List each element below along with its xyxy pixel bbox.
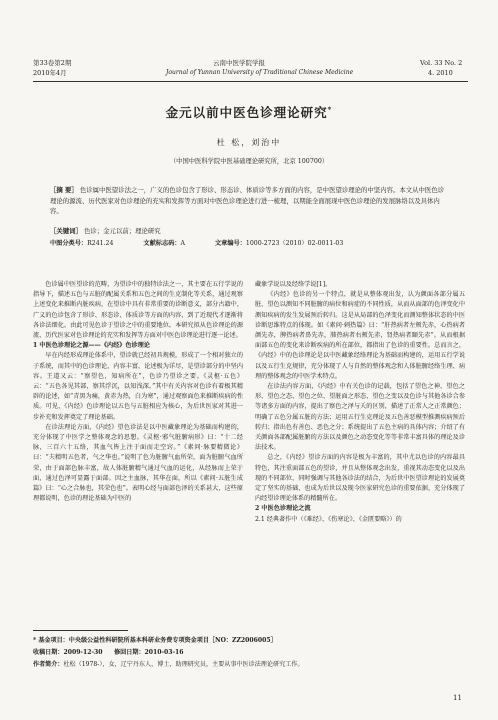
clc-value: R241.24: [87, 240, 114, 247]
right-column: [255, 280, 465, 620]
paragraph: 《内经》色诊的另一个特点，就是从整体观出发，认为颜面各部分属五脏，望色以测知不同脏腑的病位和病症的不同性质，从而从面部的色泽变化中测知疾病的发生发展预后转归。这是从局部的色泽变化而测知整体状态的中医诊断思维特点的体现。如《素问·刺热篇》曰：“肝热病者左颊先赤，心热病者颜先赤，脾热病者鼻先赤，肺热病者右颊先赤，肾热病者颐先赤”。从而根据面部五色的变化来诊断疾病的所在部位，都指出了色诊的重要性。总而言之，《内经》中的色诊理论是以中医藏象经络理论为基础而构建的，运用五行学说以及五行生克规律，充分体现了人与自然的整体观念和人体脏腑经络生理、病理的整体观念的中医学术特点。: [255, 291, 465, 380]
header-vol-cn: 第33卷第2期: [33, 59, 72, 67]
classification-line: [50, 238, 450, 247]
header-vol-en: Vol. 33 No. 2: [420, 59, 463, 67]
left-column: [33, 280, 243, 620]
received-date: 2009-12-30: [63, 649, 103, 656]
keywords-text: 色诊；金元以前；理论研究: [84, 227, 161, 235]
paragraph: 早在内经形成理论体系中，望诊就已经初具规模，形成了一个相对独立的子系统，而其中的色诊理论，内容丰富，论述极为详尽，是望诊部分的中坚内容。王道又云：“察望色，知病所在”，色诊乃望诊之要。《灵枢·五色》云：“五色各见其部，察其浮沉，以知浅深。”其中有关内容对色诊有着极其精辟的论述，如“青黑为痛，黄赤为热，白为寒”，通过观察面色来推断疾病的性质。可见，《内经》色诊理论以五色与五脏相应为核心，为后世医家对其进一步补充和发挥奠定了理论基础。: [33, 352, 243, 421]
footnote-dates: [33, 648, 473, 659]
abstract: [50, 185, 445, 217]
page-number: 11: [453, 694, 462, 702]
article-title-text: 金元以前中医色诊理论研究: [165, 105, 328, 120]
paragraph: 在诊法内容方面，《内经》中有关色诊的记载，包括了望色之神、望色之形、望色之态、望色之位、望脏面之形态、望色之变以及色诊与其他各诊合参等诸多方面的内容，提出了察色之泽与夭的区别，描述了正常人之正常颜色；明确了五色分属五脏的方法；运用五行生克理论及五色善恶模型推测疾病预后转归；指出色有善色、恶色之分；系统提出了五色主病的具体内容；介绍了有关颜面各部配属脏腑的方法以及颜色之动态变化等等非常丰富具体的理论及诊法技术。: [255, 383, 465, 452]
footnote-author: [33, 660, 473, 671]
paragraph: 在诊法理论方面，《内经》望色诊法是以中医藏象理论为基础而构建的，充分体现了中医学之整体观念的思想。《灵枢·邪气脏腑病形》曰：“十二经脉，三百六十五络，其血气皆上注于面而走空窍。”《素问·脉要精微论》曰：“夫精明五色者，气之华也。”说明了色为脏腑气血所荣，面为脏腑气血所荣，由于面部色脉丰富，故人体脏腑精气通过气血的运化，从经脉而上荣于面，通过色泽可显露于面部。因之主血脉，其华在面，所以《素问·五脏生成篇》曰：“心之合脉也，其荣色也”。表明心经与面部色泽的关系甚大，这些原理都说明，色诊的理论基础为中医的: [33, 423, 243, 503]
footnote-rule: [33, 630, 128, 631]
author-bio-text: 杜松（1978-），女，辽宁丹东人，博士，助理研究员，主要从事中医诊法理论研究工作。: [63, 661, 304, 668]
section-heading-1: 1 中医色诊理论之源——《内经》色诊理论: [33, 342, 150, 350]
header-date-cn: 2010年4月: [33, 69, 67, 77]
doc-code-label: 文献标志码：: [143, 240, 181, 247]
received-label: 收稿日期：: [33, 649, 64, 656]
article-title: [0, 103, 498, 121]
paragraph: 总之，《内经》望诊方面的内容是极为丰富的，其中尤以色诊的内容最具特色，其注重面部五色的望诊，并且从整体观念出发，重视其动态变化以及出现的不同部位，同时强调与其他各诊法的结合，为后世中医望诊理论的发展奠定了坚实的基础，也成为后世以及现今医家研究色诊的重要依据，充分体现了内经望诊理论体系的精髓所在。: [255, 454, 465, 503]
header-journal-cn: 云南中医学院学报: [213, 59, 265, 67]
keywords-label: ［关键词］: [50, 227, 82, 235]
footnote-fund: * 基金项目：中央级公益性科研院所基本科研业务费专项资金项目［NO：ZZ2006005］: [33, 637, 277, 644]
fund-label: 基金项目：: [38, 637, 69, 644]
author-bio-label: 作者简介：: [33, 661, 64, 668]
fund-text: 中央级公益性科研院所基本科研业务费专项资金项目［NO：ZZ2006005］: [68, 637, 277, 644]
abstract-text: 色诊属中医望诊法之一，广义的色诊包含了形诊、形态诊、体质诊等多方面的内容，是中医望诊理论的中坚内容。本文从中医色诊理论的源流、历代医家对色诊理论的充实和发挥等方面对中医色诊理论进行进一梳理，以期能全面展现中医色诊理论的发展脉络以及具体内容。: [50, 186, 445, 215]
header-date-en: 4. 2010: [428, 69, 453, 77]
section-heading-2: 2 中医色诊理论之流: [255, 505, 311, 513]
revised-date: 2010-03-16: [144, 649, 184, 656]
article-no-label: 文章编号：: [214, 240, 246, 247]
header-journal-en: Journal of Yunnan University of Traditional Chinese Medicine: [166, 69, 354, 76]
article-no-value: 1000-2723（2010）02-0011-03: [245, 240, 344, 247]
authors: 杜 松，刘治中: [216, 138, 282, 147]
paragraph: 藏象学说以及经络学说[1]。: [255, 281, 332, 288]
revised-label: 修回日期：: [114, 649, 145, 656]
paragraph: 色诊属中医望诊的范畴，为望诊中的独特诊法之一，其主要在五行学说的指导下，描述五色与五脏的配属关系和五色之间的生克制化等关系，通过观察上述变化来推断内脏疾病，在望诊中具有非常重要的诊断意义，部分古籍中，广义的色诊包含了形诊、形态诊、体质诊等方面的内容，到了近现代才逐渐将各诊法细化。由此可见色诊于望诊之中的重要地位。本研究拟从色诊理论的源流、历代医家对色诊理论的充实和发挥等方面对中医色诊理论进行逐一论述。: [33, 281, 243, 340]
abstract-label: ［摘 要］: [50, 186, 78, 194]
affiliation: （中国中医科学院中医基础理论研究所，北京 100700）: [169, 158, 329, 165]
keywords: [50, 226, 445, 237]
title-footnote-mark: *: [327, 104, 333, 114]
subsection-heading-2-1: 2.1 经典著作中（《难经》、《伤寒论》、《金匮要略》）的: [255, 515, 402, 523]
header-rule: [33, 81, 468, 82]
clc-label: 中图分类号：: [50, 240, 88, 247]
doc-code-value: A: [180, 240, 185, 247]
